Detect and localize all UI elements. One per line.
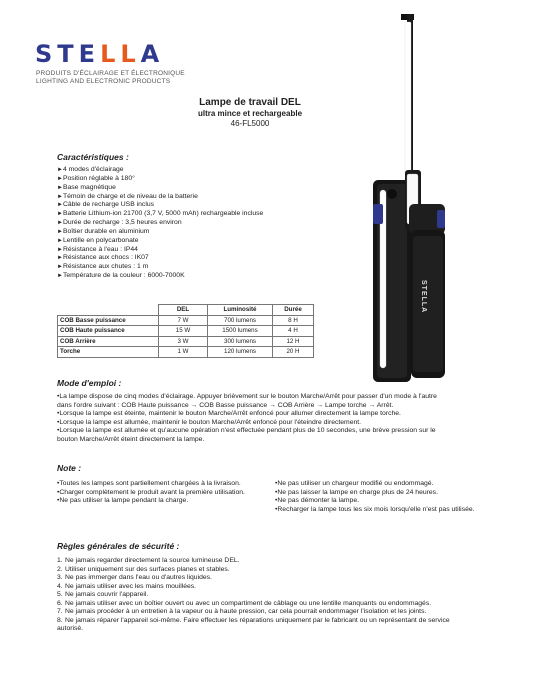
tagline-line1: PRODUITS D'ÉCLAIRAGE ET ÉLECTRONIQUE [36, 70, 185, 77]
table-header-cell [58, 305, 159, 316]
feature-item: ► Durée de recharge : 3,5 heures environ [57, 219, 263, 228]
product-subtitle: ultra mince et rechargeable [197, 109, 303, 118]
list-item: • Toutes les lampes sont partiellement chargées à la livraison. [57, 480, 257, 489]
safety-heading: Règles générales de sécurité : [57, 541, 180, 551]
feature-item: ► Position réglable à 180° [57, 175, 263, 184]
table-cell: 7 W [159, 315, 208, 326]
list-item: • Ne pas utiliser un chargeur modifié ou endommagé. [275, 480, 475, 489]
safety-item-text: Ne jamais utiliser avec un boîtier ouvert ou avec un compartiment de câblage ou une lentille manquants ou endommagés. [65, 599, 432, 607]
list-item: • Charger complètement le produit avant la première utilisation. [57, 489, 257, 498]
product-model: 46-FL5000 [230, 119, 270, 128]
feature-item: ► Lentille en polycarbonate [57, 237, 263, 246]
table-header-cell: DEL [159, 305, 208, 316]
table-row [58, 315, 314, 326]
notes-left-list [57, 480, 257, 506]
list-item: 4. Ne jamais utiliser avec les mains mouillées. [57, 582, 197, 590]
product-title-block [150, 97, 350, 128]
notes-right-list [275, 480, 475, 514]
brand-logo [35, 40, 164, 68]
safety-item-text: Ne jamais couvrir l'appareil. [65, 591, 149, 599]
feature-item: ► Résistance aux chocs : IK07 [57, 254, 263, 263]
feature-item: ► Câble de recharge USB inclus [57, 201, 263, 210]
product-image-upright-lamp [397, 170, 457, 380]
table-header-row [58, 305, 314, 316]
safety-item-text: Ne jamais procéder à un entretien à la vapeur ou à haute pression, car cela pourrait endommager l'isolation et les joints. [65, 608, 427, 616]
table-row [58, 326, 314, 337]
safety-item-text: Ne jamais regarder directement la source lumineuse DEL. [65, 557, 240, 564]
list-item: • Ne pas laisser la lampe en charge plus de 24 heures. [275, 489, 475, 498]
list-item: 5. Ne jamais couvrir l'appareil. [57, 591, 149, 599]
logo-text-accent: LL [100, 40, 141, 68]
features-list [57, 166, 263, 281]
feature-item: ► Base magnétique [57, 184, 263, 193]
list-item: 7. Ne jamais procéder à un entretien à la vapeur ou à haute pression, car cela pourrait endommager l'isolation et les joints. [57, 608, 427, 616]
list-item: • Ne pas utiliser la lampe pendant la charge. [57, 497, 257, 506]
list-item: 1. Ne jamais regarder directement la source lumineuse DEL. [57, 557, 240, 564]
list-item: • Ne pas démonter la lampe. [275, 497, 475, 506]
mode-emploi-heading: Mode d'emploi : [57, 378, 122, 388]
safety-item-text: Ne pas immerger dans l'eau ou d'autres liquides. [65, 574, 212, 582]
lamp-brand-text: STELLA [420, 280, 427, 314]
table-cell: 15 W [159, 326, 208, 337]
table-cell: 1 W [159, 347, 208, 358]
list-item: • Lorsque la lampe est allumée, maintenir le bouton Marche/Arrêt enfoncé pour l'éteindre directement. [57, 419, 447, 428]
list-item: 3. Ne pas immerger dans l'eau ou d'autres liquides. [57, 574, 212, 582]
safety-item-text: Ne jamais utiliser avec les mains mouillées. [65, 582, 197, 590]
features-heading: Caractéristiques : [57, 152, 129, 162]
table-cell: 8 H [273, 315, 314, 326]
table-cell: Torche [58, 347, 159, 358]
table-header-cell: Luminosité [208, 305, 273, 316]
table-cell: 1500 lumens [208, 326, 273, 337]
logo-text-pre: STE [35, 40, 101, 68]
table-cell: 4 H [273, 326, 314, 337]
feature-item: ► Résistance à l'eau : IP44 [57, 246, 263, 255]
table-header-cell: Durée [273, 305, 314, 316]
table-cell: COB Basse puissance [58, 315, 159, 326]
feature-item: ► 4 modes d'éclairage [57, 166, 263, 175]
table-cell: 12 H [273, 336, 314, 347]
table-row [58, 347, 314, 358]
logo-text-post: A [140, 40, 165, 68]
table-cell: COB Haute puissance [58, 326, 159, 337]
feature-item: ► Boîtier durable en aluminium [57, 228, 263, 237]
table-cell: 120 lumens [208, 347, 273, 358]
safety-item-text: Ne jamais réparer l'appareil soi-même. Faire effectuer les réparations uniquement par le fabricant ou un représentant de service autorisé. [57, 616, 450, 633]
table-cell: 3 W [159, 336, 208, 347]
table-cell: COB Arrière [58, 336, 159, 347]
brand-tagline [36, 70, 185, 86]
feature-item: ► Température de la couleur : 6000-7000K [57, 272, 263, 281]
table-cell: 700 lumens [208, 315, 273, 326]
table-cell: 20 H [273, 347, 314, 358]
list-item: 8. Ne jamais réparer l'appareil soi-même. Faire effectuer les réparations uniquement par le fabricant ou un représentant de service autorisé. [57, 616, 450, 633]
feature-item: ► Résistance aux chutes : 1 m [57, 263, 263, 272]
safety-list [57, 557, 467, 634]
list-item: • La lampe dispose de cinq modes d'éclairage. Appuyer brièvement sur le bouton Marche/Arrêt pour passer d'un mode à l'autre dans l'ordre suivant : COB Haute puissance → COB Basse puissance → COB Arrière → Lampe torche → Arrêt. [57, 393, 447, 410]
table-cell: 300 lumens [208, 336, 273, 347]
list-item: • Lorsque la lampe est éteinte, maintenir le bouton Marche/Arrêt enfoncé pour allumer directement la lampe torche. [57, 410, 447, 419]
notes-heading: Note : [57, 463, 82, 473]
feature-item: ► Batterie Lithium-ion 21700 (3,7 V, 5000 mAh) rechargeable incluse [57, 210, 263, 219]
list-item: 2. Utiliser uniquement sur des surfaces planes et stables. [57, 565, 230, 573]
product-title: Lampe de travail DEL [199, 97, 301, 108]
feature-item: ► Témoin de charge et de niveau de la batterie [57, 193, 263, 202]
spec-table [57, 304, 314, 358]
table-row [58, 336, 314, 347]
safety-item-text: Utiliser uniquement sur des surfaces planes et stables. [65, 565, 230, 573]
list-item: • Recharger la lampe tous les six mois lorsqu'elle n'est pas utilisée. [275, 506, 475, 515]
mode-emploi-list [57, 393, 447, 445]
list-item: • Lorsque la lampe est allumée et qu'aucune opération n'est effectuée pendant plus de 10 secondes, une brève pression sur le bouton Marche/Arrêt éteint directement la lampe. [57, 427, 447, 444]
tagline-line2: LIGHTING AND ELECTRONIC PRODUCTS [36, 78, 171, 85]
list-item: 6. Ne jamais utiliser avec un boîtier ouvert ou avec un compartiment de câblage ou une lentille manquants ou endommagés. [57, 599, 432, 607]
